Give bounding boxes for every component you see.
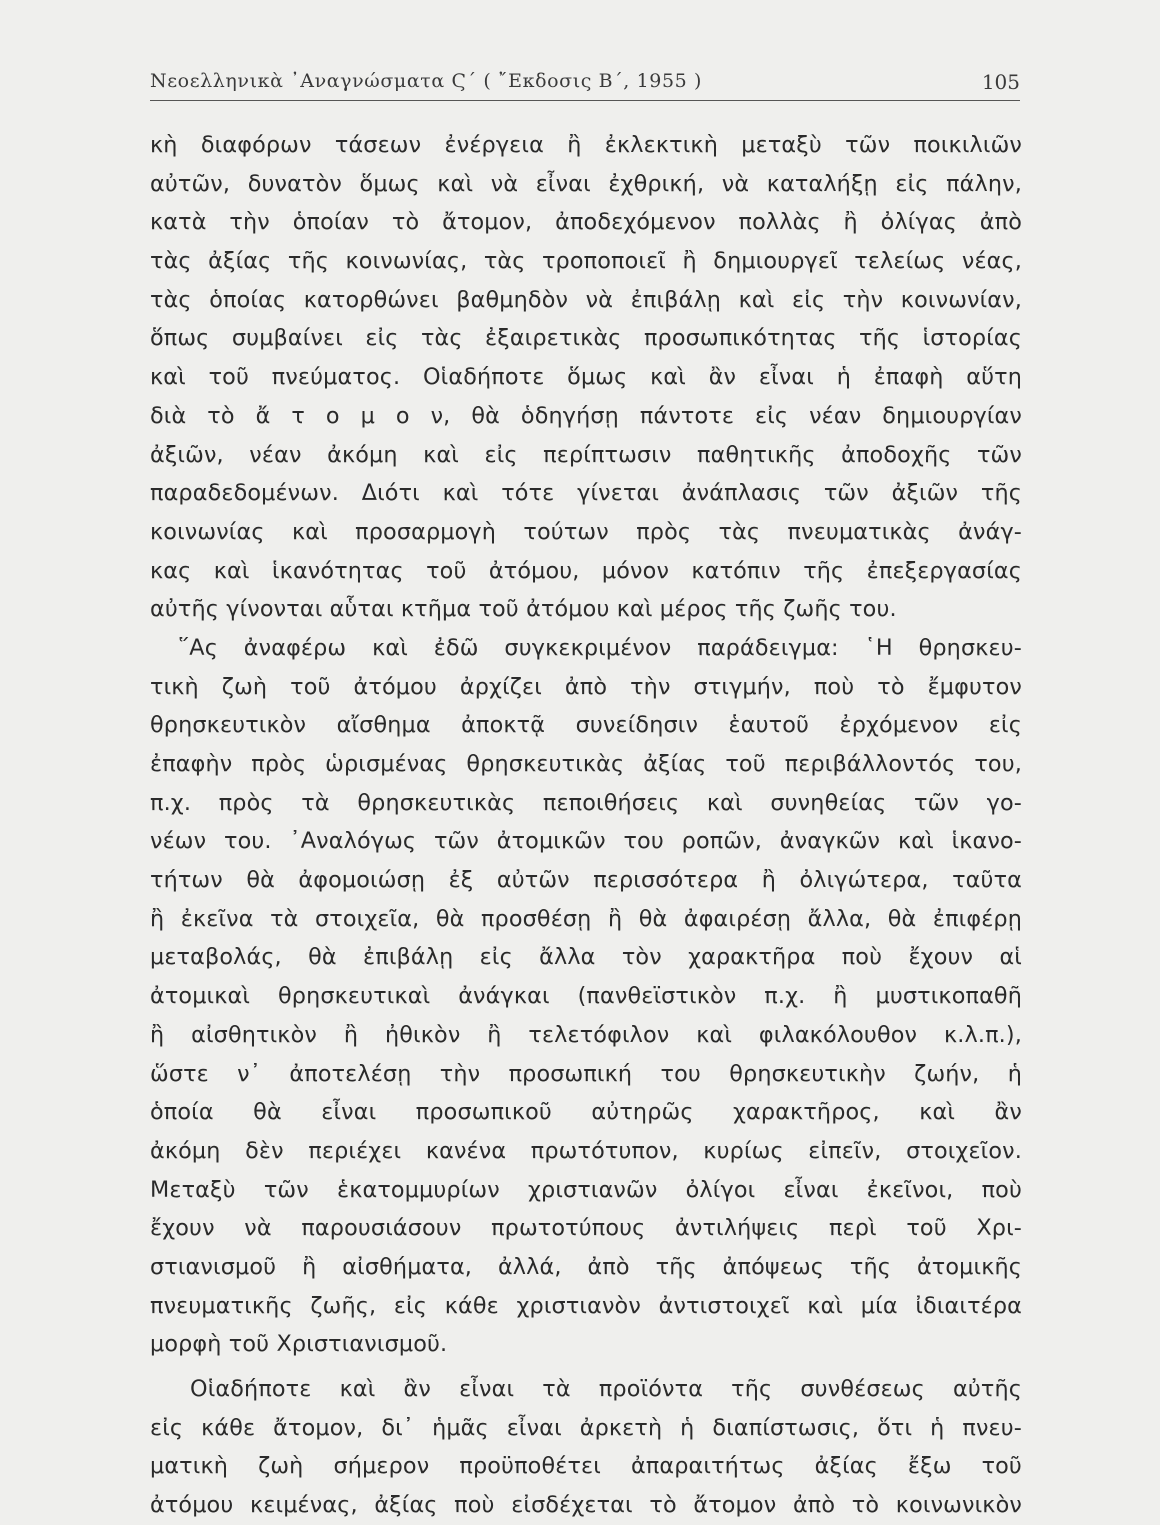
text-line: στιανισμοῦ ἢ αἰσθήματα, ἀλλά, ἀπὸ τῆς ἀπόψεως τῆς ἀτομικῆς <box>150 1253 1022 1280</box>
text-line: κὴ διαφόρων τάσεων ἐνέργεια ἢ ἐκλεκτικὴ μεταξὺ τῶν ποικιλιῶν <box>150 132 1022 158</box>
text-line: καὶ τοῦ πνεύματος. Οἱαδήποτε ὅμως καὶ ἂν εἶναι ἡ ἐπαφὴ αὕτη <box>150 364 1022 391</box>
text-line: ἀκόμη δὲν περιέχει κανένα πρωτότυπον, κυρίως εἰπεῖν, στοιχεῖον. <box>150 1137 1022 1164</box>
text-line: μεταβολάς, θὰ ἐπιβάλῃ εἰς ἄλλα τὸν χαρακτῆρα ποὺ ἔχουν αἱ <box>150 944 1022 971</box>
paragraph <box>150 126 1022 629</box>
text-line: ἀτόμου κειμένας, ἀξίας ποὺ εἰσδέχεται τὸ ἄτομον ἀπὸ τὸ κοινωνικὸν <box>150 1492 1022 1519</box>
text-line: ἢ αἰσθητικὸν ἢ ἠθικὸν ἢ τελετόφιλον καὶ φιλακόλουθον κ.λ.π.), <box>150 1021 1022 1048</box>
running-head-title: Νεοελληνικὰ ᾿Αναγνώσματα Ϛ΄ ( ῎Εκδοσις Β΄, 1955 ) <box>150 70 702 92</box>
text-line: κοινωνίας καὶ προσαρμογὴ τούτων πρὸς τὰς πνευματικὰς ἀνάγ- <box>150 518 1022 545</box>
text-line: παραδεδομένων. Διότι καὶ τότε γίνεται ἀνάπλασις τῶν ἀξιῶν τῆς <box>150 480 1022 507</box>
body-text <box>150 126 1022 1525</box>
text-line: τικὴ ζωὴ τοῦ ἀτόμου ἀρχίζει ἀπὸ τὴν στιγμήν, ποὺ τὸ ἔμφυτον <box>150 673 1022 700</box>
running-head <box>150 66 1020 100</box>
text-line: αὐτῶν, δυνατὸν ὅμως καὶ νὰ εἶναι ἐχθρική, νὰ καταλήξῃ εἰς πάλην, <box>150 170 1022 197</box>
text-line: ὥστε ν᾿ ἀποτελέσῃ τὴν προσωπική του θρησκευτικὴν ζωήν, ἡ <box>150 1060 1022 1087</box>
text-line: π.χ. πρὸς τὰ θρησκευτικὰς πεποιθήσεις καὶ συνηθείας τῶν γο- <box>150 789 1022 816</box>
text-line: νέων του. ᾿Αναλόγως τῶν ἀτομικῶν του ροπῶν, ἀναγκῶν καὶ ἱκανο- <box>150 828 1022 855</box>
header-rule <box>150 100 1020 101</box>
page-number: 105 <box>981 70 1020 94</box>
text-line: τὰς ἀξίας τῆς κοινωνίας, τὰς τροποποιεῖ ἢ δημιουργεῖ τελείως νέας, <box>150 248 1022 275</box>
text-line: ἐπαφὴν πρὸς ὡρισμένας θρησκευτικὰς ἀξίας τοῦ περιβάλλοντός του, <box>150 751 1022 777</box>
text-line: ἀξιῶν, νέαν ἀκόμη καὶ εἰς περίπτωσιν παθητικῆς ἀποδοχῆς τῶν <box>150 441 1022 468</box>
text-line: ματικὴ ζωὴ σήμερον προϋποθέτει ἀπαραιτήτως ἀξίας ἔξω τοῦ <box>150 1453 1022 1480</box>
text-line: ἢ ἐκεῖνα τὰ στοιχεῖα, θὰ προσθέσῃ ἢ θὰ ἀφαιρέσῃ ἄλλα, θὰ ἐπιφέρῃ <box>150 905 1022 932</box>
text-line: κατὰ τὴν ὁποίαν τὸ ἄτομον, ἀποδεχόμενον πολλὰς ἢ ὀλίγας ἀπὸ <box>150 209 1022 236</box>
text-line: τήτων θὰ ἀφομοιώσῃ ἐξ αὐτῶν περισσότερα ἢ ὀλιγώτερα, ταῦτα <box>150 867 1022 894</box>
text-line: Οἱαδήποτε καὶ ἂν εἶναι τὰ προϊόντα τῆς συνθέσεως αὐτῆς <box>190 1376 1022 1402</box>
text-line: ὅπως συμβαίνει εἰς τὰς ἐξαιρετικὰς προσωπικότητας τῆς ἱστορίας <box>150 325 1022 352</box>
text-line: ἔχουν νὰ παρουσιάσουν πρωτοτύπους ἀντιλήψεις περὶ τοῦ Χρι- <box>150 1215 1022 1242</box>
text-line: ὁποία θὰ εἶναι προσωπικοῦ αὐτηρῶς χαρακτῆρος, καὶ ἂν <box>150 1099 1022 1126</box>
text-line: αὐτῆς γίνονται αὗται κτῆμα τοῦ ἀτόμου καὶ μέρος τῆς ζωῆς του. <box>150 596 897 623</box>
paragraph <box>150 1370 1022 1525</box>
text-line: τὰς ὁποίας κατορθώνει βαθμηδὸν νὰ ἐπιβάλῃ καὶ εἰς τὴν κοινωνίαν, <box>150 286 1022 313</box>
text-line: θρησκευτικὸν αἴσθημα ἀποκτᾷ συνείδησιν ἑαυτοῦ ἐρχόμενον εἰς <box>150 712 1022 739</box>
text-line: διὰ τὸ ἄ τ ο μ ο ν, θὰ ὁδηγήσῃ πάντοτε εἰς νέαν δημιουργίαν <box>150 402 1022 429</box>
text-line: πνευματικῆς ζωῆς, εἰς κάθε χριστιανὸν ἀντιστοιχεῖ καὶ μία ἰδιαιτέρα <box>150 1292 1022 1319</box>
text-line: μορφὴ τοῦ Χριστιανισμοῦ. <box>150 1331 448 1358</box>
text-line: κας καὶ ἱκανότητας τοῦ ἀτόμου, μόνον κατόπιν τῆς ἐπεξεργασίας <box>150 557 1022 584</box>
text-line: ῞Ας ἀναφέρω καὶ ἐδῶ συγκεκριμένον παράδειγμα: ῾Η θρησκευ- <box>178 634 1022 661</box>
paragraph <box>150 629 1022 1364</box>
text-line: εἰς κάθε ἄτομον, δι᾿ ἡμᾶς εἶναι ἀρκετὴ ἡ διαπίστωσις, ὅτι ἡ πνευ- <box>150 1414 1022 1441</box>
text-line: Μεταξὺ τῶν ἑκατομμυρίων χριστιανῶν ὀλίγοι εἶναι ἐκεῖνοι, ποὺ <box>150 1176 1022 1203</box>
text-line: ἀτομικαὶ θρησκευτικαὶ ἀνάγκαι (πανθεϊστικὸν π.χ. ἢ μυστικοπαθῆ <box>150 983 1022 1010</box>
